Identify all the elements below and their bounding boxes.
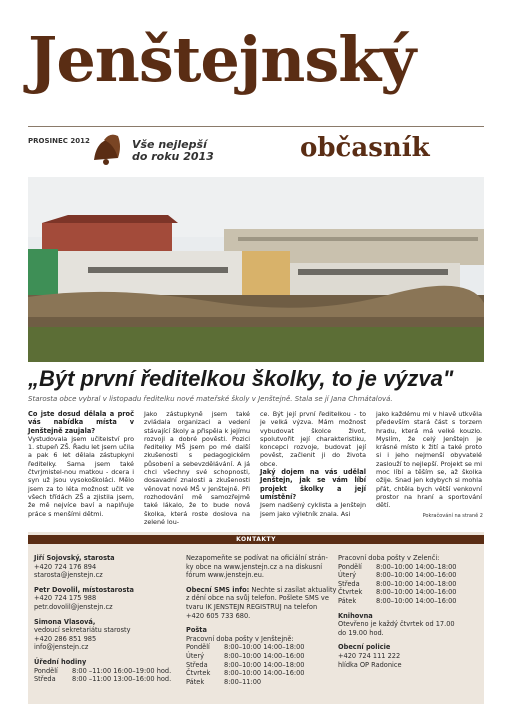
contact-name: Jiří Sojovský, starosta — [34, 554, 115, 562]
contacts-title: KONTAKTY — [236, 536, 276, 543]
hours-row: Úterý 8:00–10:00 14:00–16:00 — [186, 651, 305, 660]
article-body — [28, 410, 484, 528]
contact-name: Simona Vlasová, — [34, 617, 96, 626]
article-column-4 — [376, 410, 482, 510]
continued-note: Pokračování na straně 2 — [422, 513, 483, 519]
police-title: Obecní policie — [338, 643, 391, 652]
article-column-2 — [144, 410, 250, 526]
article-paragraph: jako každému mi v hlavě utkvěla především stará část s torzem hradu, která má velké kouzlo. Myslím, že celý Jenštejn je krásné místo k žití a také proto si i jeho nejmenší obyvatelé zaslouží to nejlepší. Projekt se mi moc líbí a těším se, až školka ožije. Snad jen kdybych si mohla přát, chtěla bych větší venkovní prostor na hraní a sportování dětí. — [376, 410, 483, 510]
contact-phone: +420 286 851 985 — [34, 634, 97, 643]
contacts-column-3: Pracovní doba pošty v Zelenči: Pondělí 8:00–10:00 14:00–18:00 Úterý 8:00–10:00 14:00–16:00 Středa 8:00–10:00 14:00–18:00 Čtvrtek 8:00–10:00 14:00–16:00 Pátek 8:00–10:00 14:00–16:00 Knihovna Otevřeno je každý čtvrtek od 17.00 do 19.00 hod. Obecní policie +420 724 111 222 hlídka OP Radonice — [338, 554, 457, 669]
contact-phone: +420 724 176 894 — [34, 562, 97, 571]
hours-row: Čtvrtek 8:00–10:00 14:00–16:00 — [338, 588, 457, 597]
hours-row: Středa 8:00–10:00 14:00–18:00 — [186, 660, 305, 669]
contact-email[interactable]: starosta@jenstejn.cz — [34, 571, 103, 580]
slogan-line-2: do roku 2013 — [132, 150, 214, 163]
contacts-box — [28, 532, 484, 704]
newspaper-title: Jenštejnský — [28, 23, 416, 96]
contact-email[interactable]: info@jenstejn.cz — [34, 643, 89, 652]
article-headline: „Být první ředitelkou školky, to je výzva" — [28, 366, 454, 391]
contact-email[interactable]: petr.dovolil@jenstejn.cz — [34, 602, 113, 611]
contact-name: Petr Dovolil, místostarosta — [34, 585, 134, 594]
kindergarten-photo — [28, 177, 484, 362]
contact-phone: +420 724 175 988 — [34, 594, 97, 603]
article-question-2: Jaký dojem na vás udělal Jenštejn, jak se vám líbí projekt školky a její umístění? — [260, 468, 366, 501]
masthead-rule — [28, 126, 484, 127]
contacts-column-1 — [34, 554, 171, 684]
article-paragraph: Jsem nadšený cyklista a Jenštejn jsem jako výletník znala. Asi — [260, 501, 366, 518]
hours-row: Pondělí 8:00 –11:00 16:00–19:00 hod. — [34, 666, 172, 675]
article-column-3 — [260, 410, 366, 518]
slogan — [132, 139, 214, 163]
hours-row: Středa 8:00 –11:00 13:00–16:00 hod. — [34, 675, 172, 684]
web-info-line: ky obce na www.jenstejn.cz a na diskusní — [186, 562, 323, 571]
article-lead: Starosta obce vybral v listopadu ředitelku nové mateřské školy v Jenštejně. Stala se jí Jana Chmátalová. — [28, 395, 393, 403]
contacts-column-2: Nezapomeňte se podívat na oficiální strán- ky obce na www.jenstejn.cz a na diskusní fórum www.jenstejn.eu. Obecní SMS info: Nechte si zasílat aktuality z dění obce na svůj telefon. Pošlete SMS ve tvaru IK JENSTEJN REGISTRUJ na telefon +420 605 733 680. Pošta Pracovní doba pošty v Jenštejně: Pondělí 8:00–10:00 14:00–18:00 Úterý 8:00–10:00 14:00–16:00 Středa 8:00–10:00 14:00–18:00 Čtvrtek 8:00–10:00 14:00–16:00 Pátek 8:00–11:00 — [186, 554, 337, 686]
issue-date: PROSINEC 2012 — [28, 137, 90, 145]
article-column-1 — [28, 410, 134, 518]
library-title: Knihovna — [338, 611, 373, 620]
hours-row: Středa 8:00–10:00 14:00–18:00 — [338, 579, 457, 588]
newspaper-subtitle: občasník — [300, 133, 430, 163]
hours-row: Čtvrtek 8:00–10:00 14:00–16:00 — [186, 669, 305, 678]
article-paragraph: ce. Být její první ředitelkou - to je velká výzva. Mám možnost vybudovat školce život, spolutvořit její charakteristiku, koncepci rozvoje, budovat její pověst, začlenit ji do života obce. — [260, 410, 366, 468]
hours-row: Úterý 8:00–10:00 14:00–16:00 — [338, 571, 457, 580]
slogan-line-1: Vše nejlepší — [132, 138, 207, 151]
bell-icon — [88, 130, 126, 166]
web-info-line: fórum www.jenstejn.eu. — [186, 571, 265, 580]
hours-row: Pondělí 8:00–10:00 14:00–18:00 — [186, 643, 305, 652]
web-info-line: Nezapomeňte se podívat na oficiální strán- — [186, 554, 328, 562]
post-title: Pošta — [186, 626, 207, 635]
hours-row: Pondělí 8:00–10:00 14:00–18:00 — [338, 562, 457, 571]
article-paragraph: Jako zástupkyně jsem také zvládala organizaci a vedení stávající školy a přispěla k jejímu rozvoji a dobré pověsti. Pozici ředitelky MŠ jsem po mé další zkušenosti s pedagogickém působení a sebevzdělávání. A já chci všechny své schopnosti, dosavadní znalosti a zkušenosti věnovat nové MŠ v Jenštejně. Při rozhodování mě samozřejmě také lákalo, že to bude nová školka, která roste doslova na zelené lou- — [144, 410, 250, 526]
article-paragraph: Vystudovala jsem učitelství pro 1. stupeň ZŠ. Řadu let jsem učila a pak 6 let dělala zástupkyni ředitelky. Sama jsem také čtvrjmistel-nou matkou - dcera i syn už jsou vysokoškoláci. Mělo jsem za to léta možnost učit ve všech třídách ZŠ a zjistila jsem, že mě nejvíce baví a naplňuje práce s menšími dětmi. — [28, 434, 134, 518]
hours-row: Pátek 8:00–11:00 — [186, 677, 262, 686]
office-hours-title: Úřední hodiny — [34, 657, 87, 666]
sms-info-title: Obecní SMS info: — [186, 585, 250, 594]
masthead — [28, 23, 484, 96]
article-question-1: Co jste dosud dělala a proč vás nabídka místa v Jenštejně zaujala? — [28, 410, 134, 435]
hours-row: Pátek 8:00–10:00 14:00–16:00 — [338, 596, 457, 605]
contacts-bar — [28, 535, 484, 544]
contact-role: vedoucí sekretariátu starosty — [34, 626, 131, 635]
police-phone: +420 724 111 222 — [338, 651, 401, 660]
